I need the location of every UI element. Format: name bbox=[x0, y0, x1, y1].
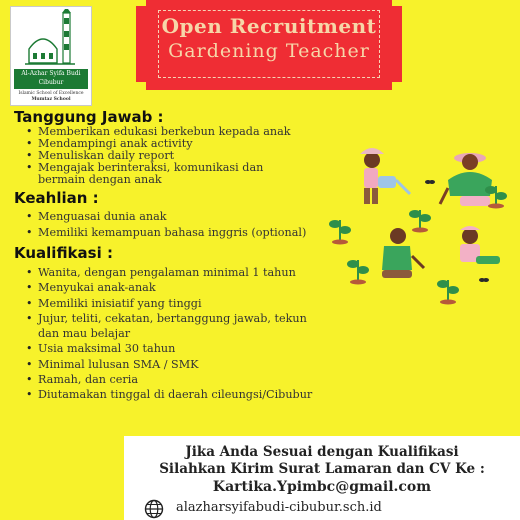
section-keahlian bbox=[14, 189, 314, 241]
banner-title: Open Recruitment bbox=[161, 14, 377, 38]
list-item: • Menyukai anak-anak bbox=[24, 280, 314, 295]
list-item: • Menuliskan daily report bbox=[24, 150, 314, 162]
kid-digging-figure bbox=[382, 228, 424, 278]
kid-planting-figure bbox=[440, 153, 492, 206]
list-item: • Memiliki inisiatif yang tinggi bbox=[24, 296, 314, 311]
logo-school-label: Mumtaz School bbox=[31, 97, 71, 102]
list-item: • Jujur, teliti, cekatan, bertanggung jawab, tekun dan mau belajar bbox=[24, 311, 314, 342]
list-item: • Mendampingi anak activity bbox=[24, 138, 314, 150]
mosque-icon bbox=[19, 9, 83, 69]
title-banner bbox=[146, 0, 392, 90]
contact-email[interactable]: Kartika.Ypimbc@gmail.com bbox=[212, 479, 432, 495]
footer-line-1: Jika Anda Sesuai dengan Kualifikasi bbox=[185, 444, 459, 460]
section-heading: Kualifikasi : bbox=[14, 244, 113, 262]
banner-subtitle: Gardening Teacher bbox=[168, 40, 370, 62]
logo-school-name: Al-Azhar Syifa Budi Cibubur bbox=[14, 69, 88, 89]
list-item: • Memberikan edukasi berkebun kepada anak bbox=[24, 126, 314, 138]
list-item: • Menguasai dunia anak bbox=[24, 209, 314, 225]
kids-gardening-illustration bbox=[320, 140, 520, 310]
section-heading: Keahlian : bbox=[14, 189, 99, 207]
list-item: • Diutamakan tinggal di daerah cileungsi/Cibubur bbox=[24, 387, 314, 402]
school-logo bbox=[10, 6, 92, 106]
list-item: • Usia maksimal 30 tahun bbox=[24, 341, 314, 356]
section-tanggung-jawab bbox=[14, 108, 314, 186]
section-heading: Tanggung Jawab : bbox=[14, 108, 164, 126]
list-item: • Minimal lulusan SMA / SMK bbox=[24, 357, 314, 372]
list-item: • Memiliki kemampuan bahasa inggris (optional) bbox=[24, 225, 314, 241]
job-details bbox=[14, 108, 314, 406]
footer-line-2: Silahkan Kirim Surat Lamaran dan CV Ke : bbox=[159, 461, 485, 477]
globe-icon bbox=[144, 499, 164, 519]
application-footer bbox=[124, 436, 520, 520]
website-link[interactable]: alazharsyifabudi-cibubur.sch.id bbox=[176, 500, 382, 515]
section-kualifikasi bbox=[14, 244, 314, 403]
list-item: • Wanita, dengan pengalaman minimal 1 tahun bbox=[24, 265, 314, 280]
kid-watering-figure bbox=[360, 148, 410, 204]
logo-tagline: Islamic School of Excellence bbox=[18, 91, 84, 96]
list-item: • Mengajak berinteraksi, komunikasi dan bermain dengan anak bbox=[24, 162, 314, 186]
list-item: • Ramah, dan ceria bbox=[24, 372, 314, 387]
kid-seeding-figure bbox=[460, 226, 500, 264]
